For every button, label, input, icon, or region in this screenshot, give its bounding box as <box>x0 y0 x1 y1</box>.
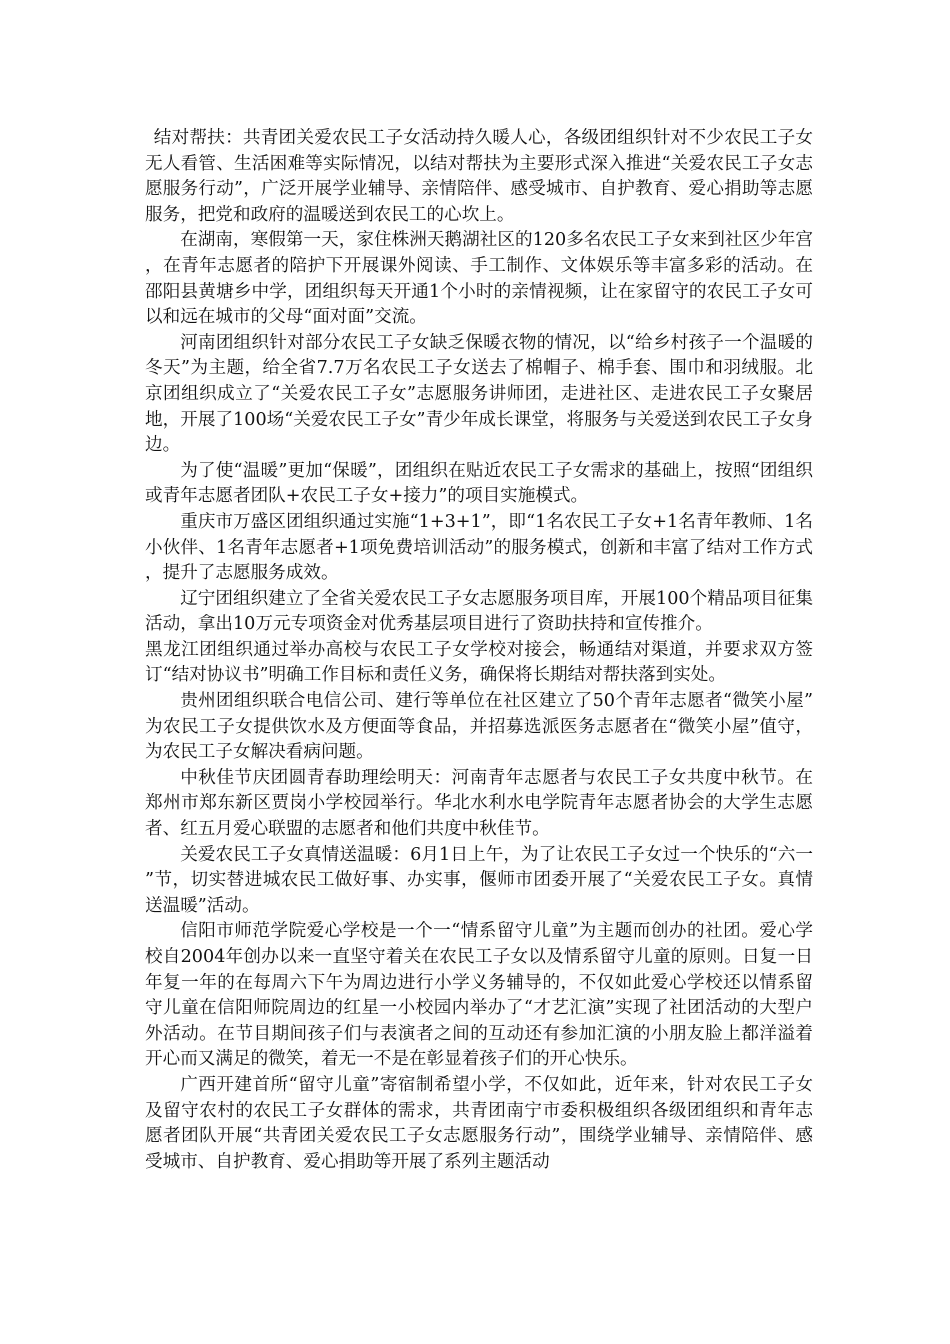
paragraph: 为了使“温暖”更加“保暖”，团组织在贴近农民工子女需求的基础上，按照“团组织或青年志愿者团队+农民工子女+接力”的项目实施模式。 <box>145 460 813 507</box>
paragraph: 关爱农民工子女真情送温暖：6月1日上午，为了让农民工子女过一个快乐的“六一”节，切实替进城农民工做好事、办实事，偃师市团委开展了“关爱农民工子女。真情送温暖”活动。 <box>145 844 813 916</box>
paragraph: 辽宁团组织建立了全省关爱农民工子女志愿服务项目库，开展100个精品项目征集活动，拿出10万元专项资金对优秀基层项目进行了资助扶持和宣传推介。 <box>145 588 813 635</box>
paragraph: 黑龙江团组织通过举办高校与农民工子女学校对接会，畅通结对渠道，并要求双方签订“结对协议书”明确工作目标和责任义务，确保将长期结对帮扶落到实处。 <box>145 639 813 686</box>
paragraph: 信阳市师范学院爱心学校是一个一“情系留守儿童”为主题而创办的社团。爱心学校自2004年创办以来一直坚守着关在农民工子女以及情系留守儿童的原则。日复一日年复一年的在每周六下午为周边进行小学义务辅导的，不仅如此爱心学校还以情系留守儿童在信阳师院周边的红星一小校园内举办了“才艺汇演”实现了社团活动的大型户外活动。在节目期间孩子们与表演者之间的互动还有参加汇演的小朋友脸上都洋溢着开心而又满足的微笑，着无一不是在彰显着孩子们的开心快乐。 <box>145 921 813 1070</box>
paragraph: 广西开建首所“留守儿童”寄宿制希望小学，不仅如此，近年来，针对农民工子女及留守农村的农民工子女群体的需求，共青团南宁市委积极组织各级团组织和青年志愿者团队开展“共青团关爱农民工子女志愿服务行动”，围绕学业辅导、亲情陪伴、感受城市、自护教育、爱心捐助等开展了系列主题活动 <box>145 1074 813 1172</box>
paragraph: 河南团组织针对部分农民工子女缺乏保暖衣物的情况，以“给乡村孩子一个温暖的冬天”为主题，给全省7.7万名农民工子女送去了棉帽子、棉手套、围巾和羽绒服。北京团组织成立了“关爱农民工子女”志愿服务讲师团，走进社区、走进农民工子女聚居地，开展了100场“关爱农民工子女”青少年成长课堂，将服务与关爱送到农民工子女身边。 <box>145 332 813 456</box>
paragraph: 贵州团组织联合电信公司、建行等单位在社区建立了50个青年志愿者“微笑小屋”为农民工子女提供饮水及方便面等食品，并招募选派医务志愿者在“微笑小屋”值守，为农民工子女解决看病问题。 <box>145 691 813 763</box>
paragraph: 在湖南，寒假第一天，家住株洲天鹅湖社区的120多名农民工子女来到社区少年宫，在青年志愿者的陪护下开展课外阅读、手工制作、文体娱乐等丰富多彩的活动。在邵阳县黄塘乡中学，团组织每天开通1个小时的亲情视频，让在家留守的农民工子女可以和远在城市的父母“面对面”交流。 <box>145 230 813 328</box>
paragraph: 结对帮扶：共青团关爱农民工子女活动持久暖人心，各级团组织针对不少农民工子女无人看管、生活困难等实际情况，以结对帮扶为主要形式深入推进“关爱农民工子女志愿服务行动”，广泛开展学业辅导、亲情陪伴、感受城市、自护教育、爱心捐助等志愿服务，把党和政府的温暖送到农民工的心坎上。 <box>145 128 813 225</box>
paragraph: 中秋佳节庆团圆青春助理绘明天：河南青年志愿者与农民工子女共度中秋节。在郑州市郑东新区贾岗小学校园举行。华北水利水电学院青年志愿者协会的大学生志愿者、红五月爱心联盟的志愿者和他们共度中秋佳节。 <box>145 767 813 840</box>
document-body <box>145 126 813 1175</box>
paragraph: 重庆市万盛区团组织通过实施“1+3+1”，即“1名农民工子女+1名青年教师、1名小伙伴、1名青年志愿者+1项免费培训活动”的服务模式，创新和丰富了结对工作方式，提升了志愿服务成效。 <box>145 511 813 584</box>
